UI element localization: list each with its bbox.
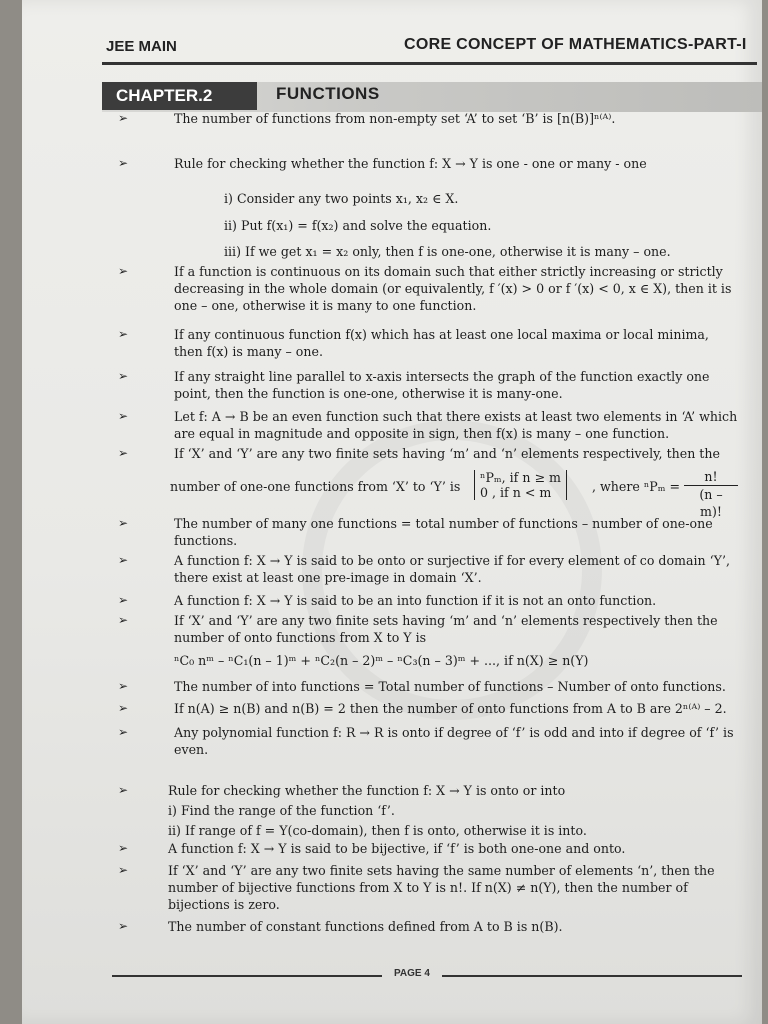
bullet-arrow-icon: ➢ [118,156,129,170]
bullet-arrow-icon: ➢ [118,516,129,530]
case-line: 0 , if n < m [480,485,552,500]
item-text: Any polynomial function f: R → R is onto if degree of ‘f’ is odd and into if degree of ‘f’ is even. [174,725,734,757]
bullet-arrow-icon: ➢ [118,264,129,278]
item-text: ii) Put f(x₁) = f(x₂) and solve the equation. [224,218,492,233]
case-line: ⁿPₘ, if n ≥ m [480,470,561,485]
page [22,0,762,1024]
where-text: , where ⁿPₘ = [592,479,681,494]
fraction-numerator: n! [684,468,738,486]
bullet-arrow-icon: ➢ [118,701,129,715]
item-text: If ‘X’ and ‘Y’ are any two finite sets having ‘m’ and ‘n’ elements respectively then the number of onto functions from X to Y is [174,613,718,645]
chapter-title: FUNCTIONS [276,84,380,103]
bullet-arrow-icon: ➢ [118,919,129,933]
footer-rule-left [112,975,382,977]
bullet-arrow-icon: ➢ [118,409,129,423]
page-number: PAGE 4 [394,968,430,979]
fraction [684,468,738,520]
item-text: A function f: X → Y is said to be an into function if it is not an onto function. [174,593,657,608]
item-text: If a function is continuous on its domain such that either strictly increasing or strictly decreasing in the whole domain (or equivalently, f ′(x) > 0 or f ′(x) < 0, x ∈ X), then it is one – one, otherwise it is many to one function. [174,264,732,313]
item-text: The number of into functions = Total number of functions – Number of onto functions. [174,679,726,694]
item-text: The number of many one functions = total number of functions – number of one-one functions. [174,516,713,548]
chapter-label: CHAPTER.2 [102,82,257,110]
item-text: i) Consider any two points x₁, x₂ ∈ X. [224,191,459,206]
item-text: Let f: A → B be an even function such that there exists at least two elements in ‘A’ which are equal in magnitude and opposite in sign, then f(x) is many – one function. [174,409,738,441]
bullet-arrow-icon: ➢ [118,841,129,855]
footer-rule-right [442,975,742,977]
item-text: number of one-one functions from ‘X’ to ‘Y’ is [170,479,461,494]
bullet-arrow-icon: ➢ [118,679,129,693]
item-text: A function f: X → Y is said to be onto or surjective if for every element of co domain ‘Y’, there exist at least one pre-image in domain ‘X’. [174,553,730,585]
bullet-arrow-icon: ➢ [118,327,129,341]
header-rule [102,62,757,65]
item-text: i) Find the range of the function ‘f’. [168,803,395,818]
bullet-arrow-icon: ➢ [118,446,129,460]
item-text: If n(A) ≥ n(B) and n(B) = 2 then the number of onto functions from A to B are 2ⁿ⁽ᴬ⁾ – 2. [174,701,727,716]
bullet-arrow-icon: ➢ [118,613,129,627]
item-text: Rule for checking whether the function f: X → Y is one - one or many - one [174,156,647,171]
item-text: The number of constant functions defined from A to B is n(B). [168,919,563,934]
item-text: If any straight line parallel to x-axis intersects the graph of the function exactly one point, then the function is one-one, otherwise it is many-one. [174,369,710,401]
fraction-denominator: (n – m)! [699,487,723,519]
item-text: Rule for checking whether the function f: X → Y is onto or into [168,783,566,798]
bullet-arrow-icon: ➢ [118,863,129,877]
bullet-arrow-icon: ➢ [118,593,129,607]
bullet-arrow-icon: ➢ [118,553,129,567]
formula-text: ⁿC₀ nᵐ – ⁿC₁(n – 1)ᵐ + ⁿC₂(n – 2)ᵐ – ⁿC₃(n – 3)ᵐ + ..., if n(X) ≥ n(Y) [174,653,589,668]
header-right: CORE CONCEPT OF MATHEMATICS-PART-I [404,36,747,53]
bullet-arrow-icon: ➢ [118,783,129,797]
bullet-arrow-icon: ➢ [118,725,129,739]
case-brace [474,470,567,500]
item-text: A function f: X → Y is said to be bijective, if ‘f’ is both one-one and onto. [168,841,626,856]
header-left: JEE MAIN [106,38,177,55]
item-text: If ‘X’ and ‘Y’ are any two finite sets having the same number of elements ‘n’, then the number of bijective functions from X to Y is n!. If n(X) ≠ n(Y), then the number of bijections is zero. [168,863,715,912]
bullet-arrow-icon: ➢ [118,369,129,383]
item-text: If ‘X’ and ‘Y’ are any two finite sets having ‘m’ and ‘n’ elements respectively, then the [174,446,720,461]
item-text: The number of functions from non-empty set ‘A’ to set ‘B’ is [n(B)]ⁿ⁽ᴬ⁾. [174,111,616,126]
item-text: If any continuous function f(x) which has at least one local maxima or local minima, then f(x) is many – one. [174,327,709,359]
bullet-arrow-icon: ➢ [118,111,129,125]
item-text: iii) If we get x₁ = x₂ only, then f is one-one, otherwise it is many – one. [224,244,671,259]
item-text: ii) If range of f = Y(co-domain), then f is onto, otherwise it is into. [168,823,587,838]
